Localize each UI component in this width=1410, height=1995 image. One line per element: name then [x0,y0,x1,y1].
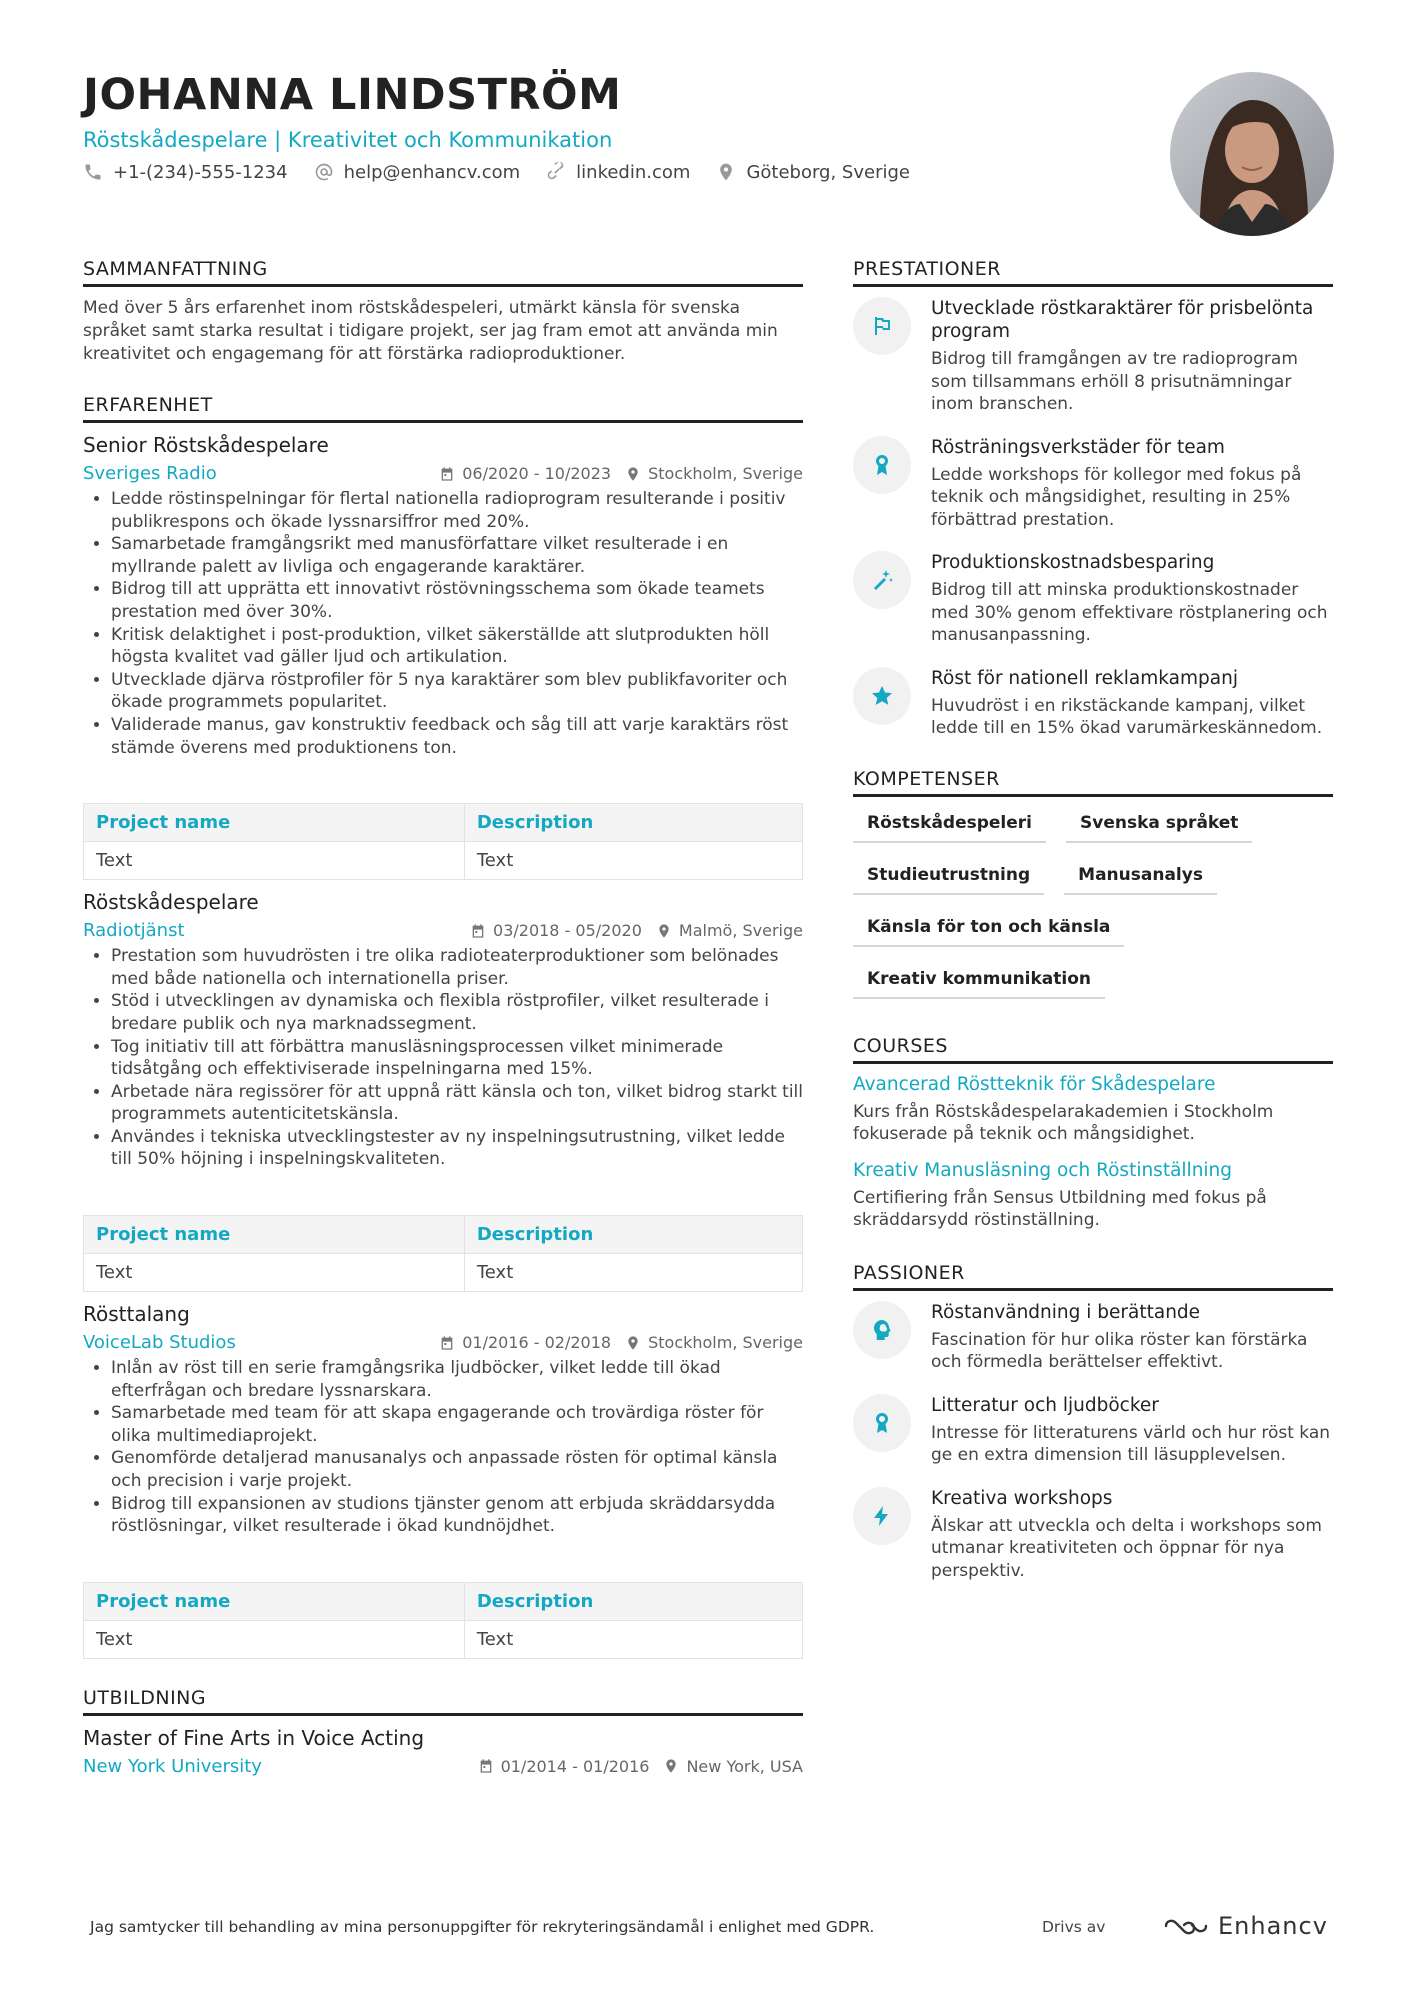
skills-list [853,807,1333,999]
bullet-item: • Arbetade nära regissörer för att uppnå rätt känsla och ton, vilket bidrog starkt till programmets autenticitetskänsla. [111,1081,803,1126]
magic-wand-icon [870,568,894,592]
achievement-icon-wrap [853,551,911,609]
passion-icon-wrap [853,1487,911,1545]
dates-text: 06/2020 - 10/2023 [462,464,612,483]
location-pin-icon [663,1758,679,1774]
passion-desc: Intresse för litteraturens värld och hur röst kan ge en extra dimension till läsupplevelsen. [931,1422,1331,1465]
job-dates [470,921,642,940]
calendar-icon [478,1758,494,1774]
skill-tag: Kreativ kommunikation [853,963,1105,999]
education-meta [83,1756,803,1777]
bullet-item: • Genomförde detaljerad manusanalys och anpassade rösten för optimal känsla och precision i varje projekt. [111,1447,803,1492]
table-header-project: Project name [84,1582,465,1620]
bullet-item: • Tog initiativ till att förbättra manusläsningsprocessen vilket minimerade tidsåtgång och effektiviserade inspelningarna med 15%. [111,1036,803,1081]
link-icon [546,162,566,182]
passions-heading: PASSIONER [853,1262,1333,1291]
job-dates [439,1333,611,1352]
table-header-description: Description [464,804,802,842]
left-column [83,258,803,1777]
calendar-icon [439,1335,455,1351]
bullet-item: • Samarbetade framgångsrikt med manusförfattare vilket resulterade i en myllrande palett av livliga och engagerande karaktärer. [111,533,803,578]
achievement-item [853,436,1333,532]
achievement-icon-wrap [853,436,911,494]
job-entry [83,433,803,880]
achievement-desc: Ledde workshops för kollegor med fokus på teknik och mångsidighet, resulting in 25% förbättrad prestation. [931,464,1302,530]
linkedin-text: linkedin.com [576,161,691,183]
flag-icon [870,314,894,338]
education-entry [83,1726,803,1777]
course-title: Avancerad Röstteknik för Skådespelare [853,1073,1216,1095]
powered-by-label: Drivs av [1042,1918,1106,1936]
contact-row [83,162,1143,183]
brand-logo[interactable] [1162,1912,1328,1940]
location-pin-icon [656,923,672,939]
job-dates [439,464,611,483]
location-text: New York, USA [686,1756,803,1776]
achievement-desc: Bidrog till att minska produktionskostnader med 30% genom effektivare röstplanering och manusanpassning. [931,580,1328,645]
passion-item [853,1301,1333,1374]
passion-desc: Fascination för hur olika röster kan förstärka och förmedla berättelser effektivt. [931,1329,1308,1372]
calendar-icon [439,466,455,482]
passion-title: Litteratur och ljudböcker [931,1394,1159,1416]
degree-title: Master of Fine Arts in Voice Acting [83,1725,425,1750]
company-name: VoiceLab Studios [83,1332,236,1354]
company-name: Radiotjänst [83,920,185,942]
table-header-description: Description [464,1582,802,1620]
job-title: Röstskådespelare [83,890,259,915]
location-text: Stockholm, Sverige [648,464,803,483]
education-meta-right [478,1757,803,1776]
passion-title: Kreativa workshops [931,1487,1113,1509]
lightning-icon [870,1504,894,1528]
award-icon [870,453,894,477]
bullet-item: • Prestation som huvudrösten i tre olika radioteaterproduktioner som belönades med både nationella och internationella priser. [111,945,803,990]
dates-text: 03/2018 - 05/2020 [493,921,642,941]
skill-tag: Känsla för ton och känsla [853,911,1124,947]
project-table [83,1215,803,1292]
phone-icon [83,162,103,182]
project-table [83,1582,803,1659]
job-meta-right [439,1333,803,1352]
company-name: Sveriges Radio [83,463,217,484]
skill-tag: Studieutrustning [853,859,1044,895]
achievement-icon-wrap [853,297,911,355]
table-cell: Text [464,842,802,880]
candidate-subtitle: Röstskådespelare | Kreativitet och Kommunikation [83,127,613,152]
profile-photo [1170,72,1334,236]
passion-item [853,1394,1333,1467]
table-header-project: Project name [84,1216,465,1254]
location-pin-icon [716,162,736,182]
skill-tag: Manusanalys [1064,859,1217,895]
job-title: Rösttalang [83,1302,190,1327]
table-header-description: Description [464,1216,802,1254]
job-meta [83,463,803,484]
summary-heading: SAMMANFATTNING [83,258,803,287]
job-bullets [111,945,803,1171]
dates-text: 01/2014 - 01/2016 [500,1756,650,1776]
calendar-icon [470,923,486,939]
achievements-heading: PRESTATIONER [853,258,1333,287]
table-cell: Text [84,1254,465,1292]
achievement-icon-wrap [853,667,911,725]
resume-header [83,70,1143,183]
dates-text: 01/2016 - 02/2018 [462,1333,612,1353]
award-icon [870,1411,894,1435]
table-cell: Text [464,1620,802,1658]
achievement-item [853,297,1333,416]
achievement-item [853,551,1333,647]
email-text: help@enhancv.com [343,161,521,183]
achievement-desc: Bidrog till framgången av tre radioprogram som tillsammans erhöll 8 prisutnämningar inom branschen. [931,349,1298,414]
education-location [663,1757,803,1776]
course-desc: Kurs från Röstskådespelarakademien i Stockholm fokuserade på teknik och mångsidighet. [853,1101,1274,1144]
enhancv-logo-icon [1162,1914,1210,1938]
school-name: New York University [83,1755,262,1777]
contact-linkedin[interactable] [546,162,690,183]
job-entry [83,1302,803,1659]
course-title: Kreativ Manusläsning och Röstinställning [853,1159,1233,1181]
skill-tag: Svenska språket [1066,807,1252,843]
job-meta [83,920,803,941]
job-meta-right [470,921,803,940]
location-text: Göteborg, Sverige [746,161,910,183]
bullet-item: • Bidrog till att upprätta ett innovativt röstövningsschema som ökade teamets prestation med över 30%. [111,578,803,623]
bullet-item: • Stöd i utvecklingen av dynamiska och flexibla röstprofiler, vilket resulterade i bredare publik och nya marknadssegment. [111,990,803,1035]
bullet-item: • Kritisk delaktighet i post-produktion, vilket säkerställde att slutprodukten höll högsta kvalitet vad gäller ljud och artikulation. [111,624,803,669]
project-table [83,803,803,880]
passion-desc: Älskar att utveckla och delta i workshops som utmanar kreativiteten och öppnar för nya perspektiv. [931,1515,1322,1581]
table-header-project: Project name [84,804,465,842]
avatar [1170,72,1334,236]
course-desc: Certifiering från Sensus Utbildning med fokus på skräddarsydd röstinställning. [853,1187,1267,1230]
job-meta [83,1332,803,1353]
bullet-item: • Användes i tekniska utvecklingstester av ny inspelningsutrustning, vilket ledde till 50% höjning i inspelningskvaliteten. [111,1126,803,1171]
bullet-item: • Bidrog till expansionen av studions tjänster genom att erbjuda skräddarsydda röstlösningar, vilket resulterade i ökad kundnöjdhet. [111,1493,803,1538]
job-bullets [111,1357,803,1538]
achievement-title: Rösträningsverkstäder för team [931,436,1225,458]
bullet-item: • Inlån av röst till en serie framgångsrika ljudböcker, vilket ledde till ökad efterfrågan och bredare lyssnarskara. [111,1357,803,1402]
location-pin-icon [625,466,641,482]
table-cell: Text [464,1254,802,1292]
table-cell: Text [84,842,465,880]
at-icon [314,162,334,182]
skill-tag: Röstskådespeleri [853,807,1046,843]
achievement-item [853,667,1333,740]
contact-email[interactable] [314,162,521,183]
achievement-desc: Huvudröst i en rikstäckande kampanj, vilket ledde till en 15% ökad varumärkeskännedom. [931,695,1323,738]
job-location [656,921,803,940]
job-location [625,464,803,483]
footer [90,1912,1328,1940]
candidate-name: JOHANNA LINDSTRÖM [83,70,622,120]
experience-heading: ERFARENHET [83,394,803,423]
bullet-item: • Validerade manus, gav konstruktiv feedback och såg till att varje karaktärs röst stämde överens med produktionens ton. [111,714,803,759]
job-location [625,1333,803,1352]
achievement-title: Utvecklade röstkaraktärer för prisbelönta program [931,298,1314,342]
bullet-item: • Samarbetade med team för att skapa engagerande och trovärdiga röster för olika multimediaprojekt. [111,1402,803,1447]
head-brain-icon [870,1318,894,1342]
passion-item [853,1487,1333,1583]
contact-location [716,162,910,183]
bullet-item: • Utvecklade djärva röstprofiler för 5 nya karaktärer som blev publikfavoriter och ökade programmets popularitet. [111,669,803,714]
skills-heading: KOMPETENSER [853,768,1333,797]
passion-icon-wrap [853,1301,911,1359]
location-text: Malmö, Sverige [678,921,803,941]
location-text: Stockholm, Sverige [648,1333,803,1353]
right-column [853,258,1333,1602]
gdpr-consent: Jag samtycker till behandling av mina personuppgifter för rekryteringsändamål i enlighet med GDPR. [90,1918,875,1936]
contact-phone [83,162,288,183]
job-entry [83,890,803,1292]
achievement-title: Röst för nationell reklamkampanj [931,667,1238,689]
achievement-title: Produktionskostnadsbesparing [931,552,1215,573]
location-pin-icon [625,1335,641,1351]
star-icon [870,684,894,708]
education-heading: UTBILDNING [83,1687,803,1716]
phone-text: +1-(234)-555-1234 [113,161,288,183]
passion-icon-wrap [853,1394,911,1452]
table-cell: Text [84,1620,465,1658]
brand-name: Enhancv [1218,1912,1328,1940]
passion-title: Röstanvändning i berättande [931,1301,1201,1323]
job-meta-right [439,464,803,483]
summary-text: Med över 5 års erfarenhet inom röstskådespeleri, utmärkt känsla för svenska språket samt starka resultat i tidigare projekt, ser jag fram emot att använda min kreativitet och engagemang för att förstärka radioproduktioner. [83,298,778,364]
education-dates [478,1757,650,1776]
bullet-item: • Ledde röstinspelningar för flertal nationella radioprogram resulterande i positiv publikrespons och ökade lyssnarsiffror med 20%. [111,488,803,533]
courses-heading: COURSES [853,1035,1333,1064]
job-bullets [111,488,803,759]
job-title: Senior Röstskådespelare [83,433,329,457]
